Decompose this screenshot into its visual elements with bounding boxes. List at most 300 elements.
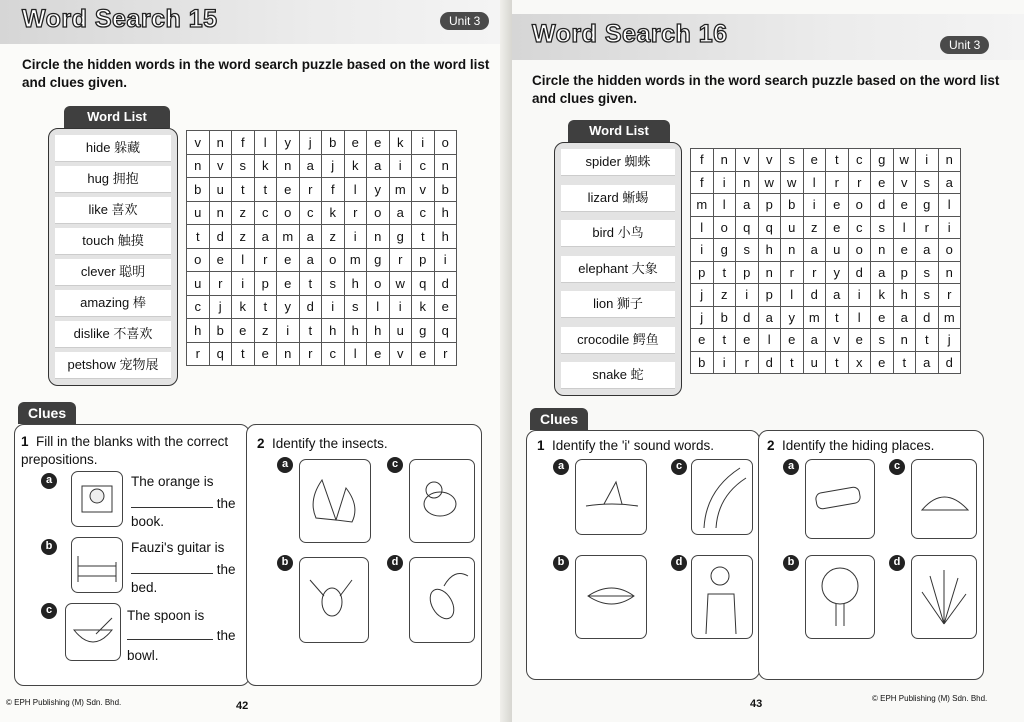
grid-letter[interactable]: z	[232, 225, 255, 249]
grid-letter[interactable]: t	[826, 149, 849, 172]
leaves-pile-picture	[911, 459, 977, 539]
grid-letter[interactable]: n	[277, 342, 300, 366]
grid-letter[interactable]: n	[938, 261, 961, 284]
grid-letter[interactable]: r	[938, 284, 961, 307]
grid-letter[interactable]: r	[187, 342, 210, 366]
grid-letter[interactable]: l	[848, 306, 871, 329]
grid-letter[interactable]: d	[803, 284, 826, 307]
grid-letter[interactable]: r	[344, 201, 367, 225]
grid-letter[interactable]: a	[916, 239, 939, 262]
grid-letter[interactable]: s	[916, 284, 939, 307]
grid-letter[interactable]: e	[826, 216, 849, 239]
grid-letter[interactable]: p	[412, 248, 435, 272]
grid-letter[interactable]: i	[736, 284, 759, 307]
grid-row	[187, 248, 457, 272]
grid-letter[interactable]: r	[254, 248, 277, 272]
right-clue1-number: 1	[537, 438, 545, 453]
grid-letter[interactable]: n	[781, 239, 804, 262]
grid-letter[interactable]: e	[691, 329, 714, 352]
grid-letter[interactable]: l	[344, 342, 367, 366]
grid-letter[interactable]: t	[254, 178, 277, 202]
grid-letter[interactable]: t	[893, 351, 916, 374]
grid-letter[interactable]: v	[209, 154, 232, 178]
grid-letter[interactable]: k	[322, 201, 345, 225]
grid-letter[interactable]: b	[322, 131, 345, 155]
grid-letter[interactable]: b	[209, 319, 232, 343]
grid-letter[interactable]: x	[848, 351, 871, 374]
grid-letter[interactable]: a	[803, 239, 826, 262]
grid-letter[interactable]: i	[848, 284, 871, 307]
right-clue1-text	[537, 437, 714, 455]
grid-letter[interactable]: h	[187, 319, 210, 343]
left-page-number: 42	[236, 700, 249, 712]
grid-letter[interactable]: y	[781, 306, 804, 329]
grid-letter[interactable]: a	[893, 306, 916, 329]
grid-letter[interactable]: i	[691, 239, 714, 262]
left-clue1-c-line2	[127, 627, 243, 645]
grid-letter[interactable]: l	[232, 248, 255, 272]
word-list-item: hide 躲藏	[55, 135, 171, 162]
grid-letter[interactable]: u	[803, 351, 826, 374]
grid-letter[interactable]: k	[344, 154, 367, 178]
grid-letter[interactable]: h	[758, 239, 781, 262]
grid-letter[interactable]: e	[209, 248, 232, 272]
grid-letter[interactable]: o	[938, 239, 961, 262]
grid-letter[interactable]: i	[916, 149, 939, 172]
grid-letter[interactable]: e	[254, 342, 277, 366]
grid-letter[interactable]: f	[322, 178, 345, 202]
grid-letter[interactable]: o	[187, 248, 210, 272]
grid-letter[interactable]: o	[434, 131, 457, 155]
left-clue1-a-line1: The orange is	[131, 474, 214, 489]
grid-letter[interactable]: y	[277, 131, 300, 155]
grid-letter[interactable]: s	[916, 171, 939, 194]
grid-letter[interactable]: l	[254, 131, 277, 155]
grid-row	[691, 216, 961, 239]
grid-letter[interactable]: p	[691, 261, 714, 284]
grid-letter[interactable]: i	[344, 225, 367, 249]
right-clue1-badge-a: a	[553, 459, 569, 475]
left-clue2-panel	[246, 424, 482, 686]
right-word-search-grid	[690, 148, 961, 374]
grid-letter[interactable]: r	[781, 261, 804, 284]
grid-letter[interactable]: h	[344, 272, 367, 296]
grid-letter[interactable]: o	[848, 239, 871, 262]
grid-letter[interactable]: j	[322, 154, 345, 178]
grid-letter[interactable]: m	[277, 225, 300, 249]
left-clue2-number: 2	[257, 436, 265, 451]
grid-letter[interactable]: n	[713, 149, 736, 172]
grid-letter[interactable]: h	[434, 201, 457, 225]
word-list-item: lizard 蜥蜴	[561, 185, 675, 212]
grid-letter[interactable]: c	[187, 295, 210, 319]
grid-letter[interactable]: i	[389, 154, 412, 178]
word-list-item: hug 拥抱	[55, 166, 171, 193]
grid-letter[interactable]: g	[389, 225, 412, 249]
grid-letter[interactable]: w	[781, 171, 804, 194]
grid-letter[interactable]: y	[367, 178, 390, 202]
grid-letter[interactable]: d	[848, 261, 871, 284]
grid-letter[interactable]: k	[232, 295, 255, 319]
grid-letter[interactable]: o	[322, 248, 345, 272]
grid-letter[interactable]: z	[803, 216, 826, 239]
grid-letter[interactable]: t	[781, 351, 804, 374]
grid-letter[interactable]: t	[254, 295, 277, 319]
grid-letter[interactable]: e	[277, 248, 300, 272]
grid-letter[interactable]: l	[691, 216, 714, 239]
grid-letter[interactable]: l	[938, 194, 961, 217]
left-clue1-badge-c: c	[41, 603, 57, 619]
word-list-item: spider 蜘蛛	[561, 149, 675, 176]
grid-letter[interactable]: c	[848, 216, 871, 239]
grid-letter[interactable]: n	[434, 154, 457, 178]
grid-letter[interactable]: d	[938, 351, 961, 374]
grid-letter[interactable]: r	[299, 178, 322, 202]
grid-letter[interactable]: n	[893, 329, 916, 352]
grid-letter[interactable]: j	[209, 295, 232, 319]
grid-letter[interactable]: c	[299, 201, 322, 225]
grid-letter[interactable]: e	[826, 194, 849, 217]
grid-letter[interactable]: f	[691, 171, 714, 194]
grid-letter[interactable]: e	[232, 319, 255, 343]
grid-letter[interactable]: u	[781, 216, 804, 239]
left-word-list	[48, 128, 178, 386]
grid-row	[691, 261, 961, 284]
grid-letter[interactable]: z	[254, 319, 277, 343]
grid-letter[interactable]: i	[322, 295, 345, 319]
right-clue2-badge-d: d	[889, 555, 905, 571]
grid-letter[interactable]: c	[848, 149, 871, 172]
grid-letter[interactable]: i	[232, 272, 255, 296]
grid-letter[interactable]: e	[277, 272, 300, 296]
left-clue1-a-line2	[131, 495, 243, 513]
grid-letter[interactable]: k	[871, 284, 894, 307]
grid-letter[interactable]: a	[254, 225, 277, 249]
grid-letter[interactable]: e	[848, 329, 871, 352]
grid-letter[interactable]: h	[344, 319, 367, 343]
grid-row	[187, 342, 457, 366]
grid-letter[interactable]: a	[299, 154, 322, 178]
grid-letter[interactable]: i	[277, 319, 300, 343]
left-clue1-a-the: the	[216, 496, 236, 511]
grid-letter[interactable]: r	[389, 248, 412, 272]
grid-letter[interactable]: c	[412, 154, 435, 178]
grid-letter[interactable]: n	[209, 201, 232, 225]
grid-letter[interactable]: u	[187, 201, 210, 225]
grid-letter[interactable]: e	[871, 306, 894, 329]
grid-letter[interactable]: i	[713, 171, 736, 194]
grid-letter[interactable]: a	[299, 225, 322, 249]
grid-letter[interactable]: q	[736, 216, 759, 239]
left-clue1-panel	[14, 424, 250, 686]
grid-letter[interactable]: r	[736, 351, 759, 374]
grid-letter[interactable]: e	[367, 131, 390, 155]
grid-row	[187, 295, 457, 319]
grid-letter[interactable]: a	[826, 284, 849, 307]
grid-letter[interactable]: q	[412, 272, 435, 296]
left-clue1-c-blank[interactable]	[127, 639, 213, 640]
grid-letter[interactable]: i	[713, 351, 736, 374]
grid-letter[interactable]: n	[367, 225, 390, 249]
grid-letter[interactable]: g	[367, 248, 390, 272]
grid-letter[interactable]: w	[758, 171, 781, 194]
grid-letter[interactable]: z	[322, 225, 345, 249]
grid-letter[interactable]: t	[299, 272, 322, 296]
grid-letter[interactable]: e	[412, 342, 435, 366]
grid-letter[interactable]: e	[344, 131, 367, 155]
grid-letter[interactable]: d	[758, 351, 781, 374]
grid-letter[interactable]: e	[736, 329, 759, 352]
grid-letter[interactable]: s	[916, 261, 939, 284]
grid-letter[interactable]: r	[848, 171, 871, 194]
grid-letter[interactable]: q	[758, 216, 781, 239]
grid-letter[interactable]: a	[803, 329, 826, 352]
grid-letter[interactable]: o	[367, 272, 390, 296]
grid-letter[interactable]: g	[871, 149, 894, 172]
grid-letter[interactable]: n	[871, 239, 894, 262]
grid-letter[interactable]: n	[736, 171, 759, 194]
right-clue2-badge-a: a	[783, 459, 799, 475]
grid-letter[interactable]: b	[691, 351, 714, 374]
grid-letter[interactable]: e	[277, 178, 300, 202]
grid-letter[interactable]: p	[893, 261, 916, 284]
grid-letter[interactable]: w	[893, 149, 916, 172]
grid-letter[interactable]: e	[367, 342, 390, 366]
grid-letter[interactable]: r	[803, 261, 826, 284]
grid-letter[interactable]: j	[938, 329, 961, 352]
grid-row	[691, 149, 961, 172]
grid-letter[interactable]: o	[277, 201, 300, 225]
grid-letter[interactable]: e	[781, 329, 804, 352]
word-list-item: touch 触摸	[55, 228, 171, 255]
word-list-item: amazing 棒	[55, 290, 171, 317]
grid-letter[interactable]: r	[826, 171, 849, 194]
grid-letter[interactable]: a	[938, 171, 961, 194]
grid-letter[interactable]: i	[412, 131, 435, 155]
grid-letter[interactable]: a	[871, 261, 894, 284]
grid-letter[interactable]: d	[916, 306, 939, 329]
grid-letter[interactable]: d	[871, 194, 894, 217]
grid-letter[interactable]: b	[187, 178, 210, 202]
grid-letter[interactable]: w	[389, 272, 412, 296]
grid-letter[interactable]: j	[691, 284, 714, 307]
grid-letter[interactable]: l	[758, 329, 781, 352]
grid-letter[interactable]: s	[344, 295, 367, 319]
doctor-picture	[691, 555, 753, 639]
grid-letter[interactable]: v	[893, 171, 916, 194]
left-clue2-badge-a: a	[277, 457, 293, 473]
grid-letter[interactable]: r	[299, 342, 322, 366]
grid-letter[interactable]: g	[412, 319, 435, 343]
grid-letter[interactable]: i	[389, 295, 412, 319]
grid-letter[interactable]: e	[871, 351, 894, 374]
right-clue2-badge-c: c	[889, 459, 905, 475]
grid-letter[interactable]: s	[871, 329, 894, 352]
grid-letter[interactable]: a	[299, 248, 322, 272]
grid-letter[interactable]: c	[254, 201, 277, 225]
grid-letter[interactable]: c	[322, 342, 345, 366]
right-clue2-panel	[758, 430, 984, 680]
grid-letter[interactable]: m	[691, 194, 714, 217]
grid-letter[interactable]: r	[209, 272, 232, 296]
grid-letter[interactable]: l	[893, 216, 916, 239]
word-list-item: bird 小鸟	[561, 220, 675, 247]
grid-letter[interactable]: d	[209, 225, 232, 249]
grid-letter[interactable]: v	[187, 131, 210, 155]
grid-letter[interactable]: a	[916, 351, 939, 374]
grid-letter[interactable]: v	[389, 342, 412, 366]
grid-letter[interactable]: i	[434, 248, 457, 272]
word-list-item: dislike 不喜欢	[55, 321, 171, 348]
grid-letter[interactable]: h	[434, 225, 457, 249]
grid-letter[interactable]: h	[322, 319, 345, 343]
grid-letter[interactable]: q	[209, 342, 232, 366]
grid-letter[interactable]: s	[322, 272, 345, 296]
grid-letter[interactable]: l	[344, 178, 367, 202]
grid-letter[interactable]: d	[736, 306, 759, 329]
grid-letter[interactable]: h	[893, 284, 916, 307]
grid-letter[interactable]: u	[389, 319, 412, 343]
grid-letter[interactable]: g	[916, 194, 939, 217]
left-clues-title: Clues	[18, 402, 76, 424]
grid-letter[interactable]: a	[389, 201, 412, 225]
grid-letter[interactable]: d	[434, 272, 457, 296]
grid-letter[interactable]: j	[691, 306, 714, 329]
right-page-title: Word Search 16	[532, 20, 728, 48]
bowl-spoon-picture	[65, 603, 121, 661]
word-list-item: lion 狮子	[561, 291, 675, 318]
grid-letter[interactable]: o	[367, 201, 390, 225]
grid-letter[interactable]: z	[713, 284, 736, 307]
grid-letter[interactable]: a	[367, 154, 390, 178]
grid-letter[interactable]: b	[781, 194, 804, 217]
grid-letter[interactable]: o	[848, 194, 871, 217]
grid-letter[interactable]: z	[232, 201, 255, 225]
grid-letter[interactable]: t	[187, 225, 210, 249]
right-unit-badge: Unit 3	[940, 36, 989, 54]
word-list-item: elephant 大象	[561, 256, 675, 283]
grid-letter[interactable]: p	[758, 194, 781, 217]
grid-letter[interactable]: s	[232, 154, 255, 178]
grid-letter[interactable]: v	[758, 149, 781, 172]
grid-letter[interactable]: v	[736, 149, 759, 172]
right-clue2-text	[767, 437, 934, 455]
grid-letter[interactable]: t	[826, 306, 849, 329]
grid-letter[interactable]: m	[938, 306, 961, 329]
grid-letter[interactable]: j	[299, 131, 322, 155]
grid-letter[interactable]: k	[389, 131, 412, 155]
grid-letter[interactable]: k	[254, 154, 277, 178]
grid-letter[interactable]: a	[758, 306, 781, 329]
grid-letter[interactable]: u	[826, 239, 849, 262]
grid-letter[interactable]: h	[367, 319, 390, 343]
grid-letter[interactable]: f	[691, 149, 714, 172]
grid-letter[interactable]: p	[254, 272, 277, 296]
grid-letter[interactable]: l	[803, 171, 826, 194]
grid-letter[interactable]: p	[736, 261, 759, 284]
grid-letter[interactable]: e	[871, 171, 894, 194]
grid-letter[interactable]: s	[871, 216, 894, 239]
grid-letter[interactable]: t	[713, 329, 736, 352]
cockroach-picture	[409, 557, 475, 643]
grid-row	[691, 239, 961, 262]
grid-letter[interactable]: n	[938, 149, 961, 172]
grid-letter[interactable]: m	[389, 178, 412, 202]
grid-letter[interactable]: f	[232, 131, 255, 155]
grid-letter[interactable]: s	[781, 149, 804, 172]
grid-letter[interactable]: l	[781, 284, 804, 307]
grid-letter[interactable]: t	[412, 225, 435, 249]
grid-letter[interactable]: i	[938, 216, 961, 239]
left-clue1-b-line1: Fauzi's guitar is	[131, 540, 225, 555]
left-clue1-a-blank[interactable]	[131, 507, 213, 508]
left-clue1-b-line3: bed.	[131, 580, 158, 595]
grid-letter[interactable]: y	[826, 261, 849, 284]
grid-letter[interactable]: s	[736, 239, 759, 262]
grid-letter[interactable]: n	[277, 154, 300, 178]
grid-letter[interactable]: c	[412, 201, 435, 225]
grid-letter[interactable]: v	[412, 178, 435, 202]
left-clue1-b-blank[interactable]	[131, 573, 213, 574]
grid-letter[interactable]: l	[367, 295, 390, 319]
grid-letter[interactable]: u	[209, 178, 232, 202]
right-page	[512, 0, 1024, 722]
grid-letter[interactable]: v	[826, 329, 849, 352]
grid-row	[187, 178, 457, 202]
grid-letter[interactable]: r	[434, 342, 457, 366]
grid-letter[interactable]: b	[713, 306, 736, 329]
right-clue1-panel	[526, 430, 760, 680]
grid-letter[interactable]: i	[803, 194, 826, 217]
grid-letter[interactable]: t	[713, 261, 736, 284]
grid-letter[interactable]: p	[758, 284, 781, 307]
grid-letter[interactable]: b	[434, 178, 457, 202]
grid-letter[interactable]: t	[916, 329, 939, 352]
grid-row	[187, 201, 457, 225]
grid-letter[interactable]: t	[826, 351, 849, 374]
left-word-list-title: Word List	[64, 106, 170, 128]
grid-letter[interactable]: n	[758, 261, 781, 284]
left-unit-badge: Unit 3	[440, 12, 489, 30]
grid-letter[interactable]: o	[713, 216, 736, 239]
grid-letter[interactable]: t	[232, 342, 255, 366]
grid-letter[interactable]: a	[736, 194, 759, 217]
grid-letter[interactable]: g	[713, 239, 736, 262]
grid-letter[interactable]: d	[299, 295, 322, 319]
grid-letter[interactable]: e	[434, 295, 457, 319]
grid-letter[interactable]: t	[232, 178, 255, 202]
grid-letter[interactable]: r	[916, 216, 939, 239]
grid-letter[interactable]: m	[803, 306, 826, 329]
grid-letter[interactable]: q	[434, 319, 457, 343]
grid-letter[interactable]: e	[893, 239, 916, 262]
left-clue1-c-line3: bowl.	[127, 648, 159, 663]
grid-letter[interactable]: l	[713, 194, 736, 217]
grid-letter[interactable]: n	[187, 154, 210, 178]
grid-letter[interactable]: m	[344, 248, 367, 272]
grid-letter[interactable]: k	[412, 295, 435, 319]
grid-letter[interactable]: y	[277, 295, 300, 319]
grid-letter[interactable]: t	[299, 319, 322, 343]
right-word-list	[554, 142, 682, 396]
left-clue2-instruction: Identify the insects.	[272, 436, 388, 451]
grid-letter[interactable]: u	[187, 272, 210, 296]
word-list-item: clever 聪明	[55, 259, 171, 286]
grid-letter[interactable]: n	[209, 131, 232, 155]
left-clue1-b-the: the	[216, 562, 236, 577]
grid-letter[interactable]: e	[893, 194, 916, 217]
grid-letter[interactable]: e	[803, 149, 826, 172]
